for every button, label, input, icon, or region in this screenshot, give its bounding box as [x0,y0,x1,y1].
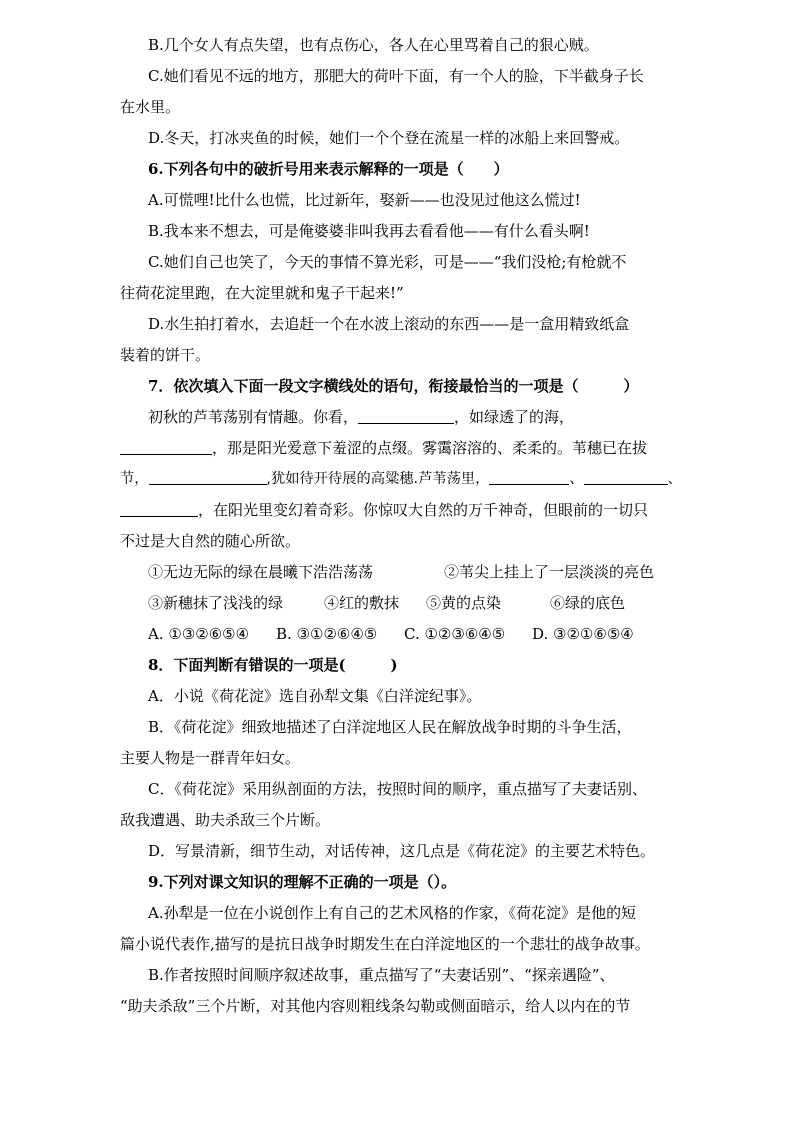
q7-passage-line4 [120,495,680,526]
q6-option-c-line2: 往荷花淀里跑，在大淀里就和鬼子干起来!” [120,284,404,302]
q5-option-c-line1: C.她们看见不远的地方，那肥大的荷叶下面，有一个人的脸，下半截身子长 [148,67,644,85]
q5-option-d: D.冬天，打冰夹鱼的时候，她们一个个登在流星一样的冰船上来回警戒。 [148,129,630,147]
answer-d: D. ③②①⑥⑤④ [532,625,634,643]
q9-option-b-line1: B.作者按照时间顺序叙述故事，重点描写了“夫妻话别”、“探亲遇险”、 [148,966,615,984]
passage-text: ，那是阳光爱意下羞涩的点缀。雾霭溶溶的、柔柔的。苇穗已在拔 [212,439,648,457]
answer-blank [149,464,267,485]
q5-option-c-line2: 在水里。 [120,98,181,116]
choice-6: ⑥绿的底色 [550,594,626,612]
choice-3: ③新穗抹了浅浅的绿 [148,594,284,612]
choice-5: ⑤黄的点染 [426,594,502,612]
q6-option-c-line1: C.她们自己也笑了，今天的事情不算光彩，可是——“我们没枪;有枪就不 [148,253,627,271]
q8-option-d: D．写景清新，细节生动，对话传神，这几点是《荷花淀》的主要艺术特色。 [148,842,656,860]
q6-option-b: B.我本来不想去，可是俺婆婆非叫我再去看看他——有什么看头啊! [148,222,590,240]
q7-answer-options [120,619,680,650]
q7-choices-row1 [120,557,680,588]
q9-option-a-line1: A.孙犁是一位在小说创作上有自己的艺术风格的作家，《荷花淀》是他的短 [148,904,637,922]
question-6-stem: 6.下列各句中的破折号用来表示解释的一项是（ ） [148,160,509,178]
q7-choices-row2 [120,588,680,619]
exam-page [120,30,680,1022]
q8-option-a: A．小说《荷花淀》选自孙犁文集《白洋淀纪事》。 [148,687,482,705]
q8-option-b-line2: 主要人物是一群青年妇女。 [120,749,301,767]
q9-option-b-line2: “助夫杀敌”三个片断，对其他内容则粗线条勾勒或侧面暗示，给人以内在的节 [120,997,631,1015]
q7-passage-line1 [120,402,680,433]
q7-passage-line5: 不过是大自然的随心所欲。 [120,532,301,550]
q7-passage-line2 [120,433,680,464]
choice-4: ④红的敷抹 [324,594,400,612]
answer-blank [120,434,212,455]
q8-option-c-line2: 敌我遭遇、助夫杀敌三个片断。 [120,811,331,829]
q5-option-b: B.几个女人有点失望，也有点伤心，各人在心里骂着自己的狠心贼。 [148,36,599,54]
answer-blank [358,403,454,424]
answer-c: C. ①②③⑥④⑤ [404,625,506,643]
q6-option-d-line2: 装着的饼干。 [120,346,211,364]
answer-blank [489,464,569,485]
passage-text: ,犹如待开待展的高粱穗.芦苇荡里， [266,471,490,487]
answer-blank [584,464,668,485]
q8-option-c-line1: C．《荷花淀》采用纵剖面的方法，按照时间的顺序，重点描写了夫妻话别、 [148,780,647,798]
question-8-stem: 8．下面判断有错误的一项是( ) [148,656,398,674]
choice-1: ①无边无际的绿在晨曦下浩浩荡荡 [148,563,374,581]
passage-text: 初秋的芦苇荡别有情趣。你看， [148,408,359,426]
passage-text: 节， [120,471,149,487]
passage-text: ，如绿透了的海， [454,408,575,426]
answer-b: B. ③①②⑥④⑤ [276,625,378,643]
answer-a: A. ①③②⑥⑤④ [148,625,250,643]
answer-blank [120,496,198,517]
q7-passage-line3 [120,464,680,495]
q9-option-a-line2: 篇小说代表作,描写的是抗日战争时期发生在白洋淀地区的一个悲壮的战争故事。 [120,935,650,953]
choice-2: ②苇尖上挂上了一层淡淡的亮色 [444,563,655,581]
q8-option-b-line1: B．《荷花淀》细致地描述了白洋淀地区人民在解放战争时期的斗争生活， [148,718,632,736]
passage-text: ，在阳光里变幻着奇彩。你惊叹大自然的万千神奇，但眼前的一切只 [198,501,649,519]
q6-option-d-line1: D.水生拍打着水，去追赶一个在水波上滚动的东西——是一盒用精致纸盒 [148,315,630,333]
q6-option-a: A.可慌哩!比什么也慌，比过新年，娶新——也没见过他这么慌过! [148,191,581,209]
passage-text: 、 [569,471,584,487]
question-7-stem: 7．依次填入下面一段文字横线处的语句，衔接最恰当的一项是（ ） [148,377,639,395]
question-9-stem: 9.下列对课文知识的理解不正确的一项是（）。 [148,873,457,891]
passage-text: 、 [667,471,682,487]
